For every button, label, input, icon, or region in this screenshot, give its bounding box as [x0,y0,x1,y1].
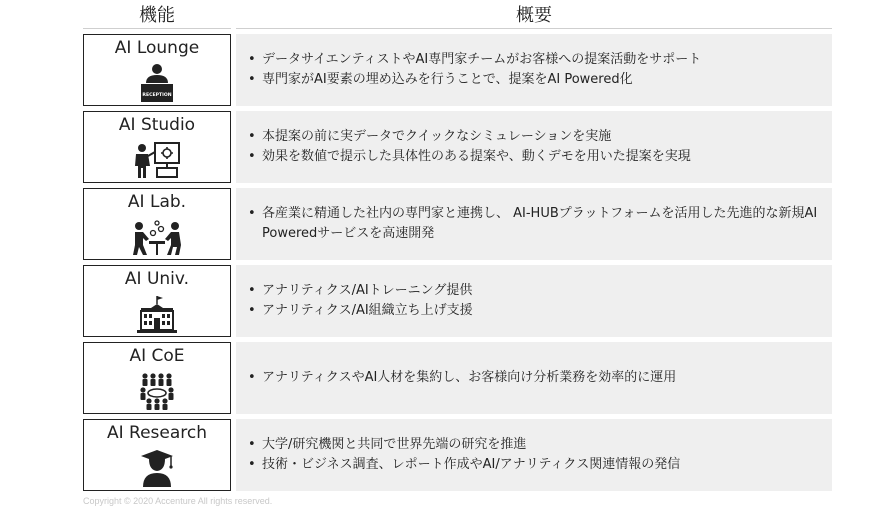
presenter-board-icon [127,138,187,180]
overview-bullet: • 効果を数値で提示した具体性のある提案や、動くデモを用いた提案を実現 [248,147,832,167]
overview-bullet: • 技術・ビジネス調査、レポート作成やAI/アナリティクス関連情報の発信 [248,455,832,475]
table-row [83,34,832,106]
table-row [83,342,832,414]
function-name: AI Lounge [114,38,200,58]
overview-bullet: • 専門家がAI要素の埋め込みを行うことで、提案をAI Powered化 [248,70,832,90]
overview-cell [236,342,832,414]
overview-cell [236,111,832,183]
team-group-icon [127,369,187,411]
graduate-icon [127,446,187,488]
function-cell [83,419,231,491]
table-row [83,111,832,183]
function-cell [83,265,231,337]
function-name: AI Research [106,423,208,443]
overview-cell [236,188,832,260]
function-name: AI Lab. [127,192,187,212]
header-divider [236,28,832,29]
overview-bullet: • アナリティクス/AI組織立ち上げ支援 [248,301,832,321]
overview-bullet: • 各産業に精通した社内の専門家と連携し、 AI-HUBプラットフォームを活用した先進的な新規AI Poweredサービスを高速開発 [248,204,832,244]
function-name: AI Univ. [124,269,190,289]
overview-bullet: • アナリティクス/AIトレーニング提供 [248,281,832,301]
header-divider [83,28,231,29]
function-cell [83,34,231,106]
overview-column-header: 概要 [516,5,552,26]
table-row [83,419,832,491]
table-row [83,265,832,337]
lab-collaboration-icon [127,215,187,257]
function-name: AI CoE [129,346,185,366]
function-name: AI Studio [118,115,196,135]
reception-label: RECEPTION [142,93,172,98]
reception-desk-icon [127,61,187,103]
overview-bullet: • 本提案の前に実データでクイックなシミュレーションを実施 [248,127,832,147]
function-column-header: 機能 [139,5,175,26]
function-cell [83,111,231,183]
function-cell [83,188,231,260]
copyright-notice: Copyright © 2020 Accenture All rights reserved. [83,496,273,506]
overview-cell [236,419,832,491]
overview-cell [236,265,832,337]
university-building-icon [127,292,187,334]
function-cell [83,342,231,414]
table-row [83,188,832,260]
overview-bullet: • アナリティクスやAI人材を集約し、お客様向け分析業務を効率的に運用 [248,368,832,388]
overview-cell [236,34,832,106]
overview-bullet: • 大学/研究機関と共同で世界先端の研究を推進 [248,435,832,455]
overview-bullet: • データサイエンティストやAI専門家チームがお客様への提案活動をサポート [248,50,832,70]
